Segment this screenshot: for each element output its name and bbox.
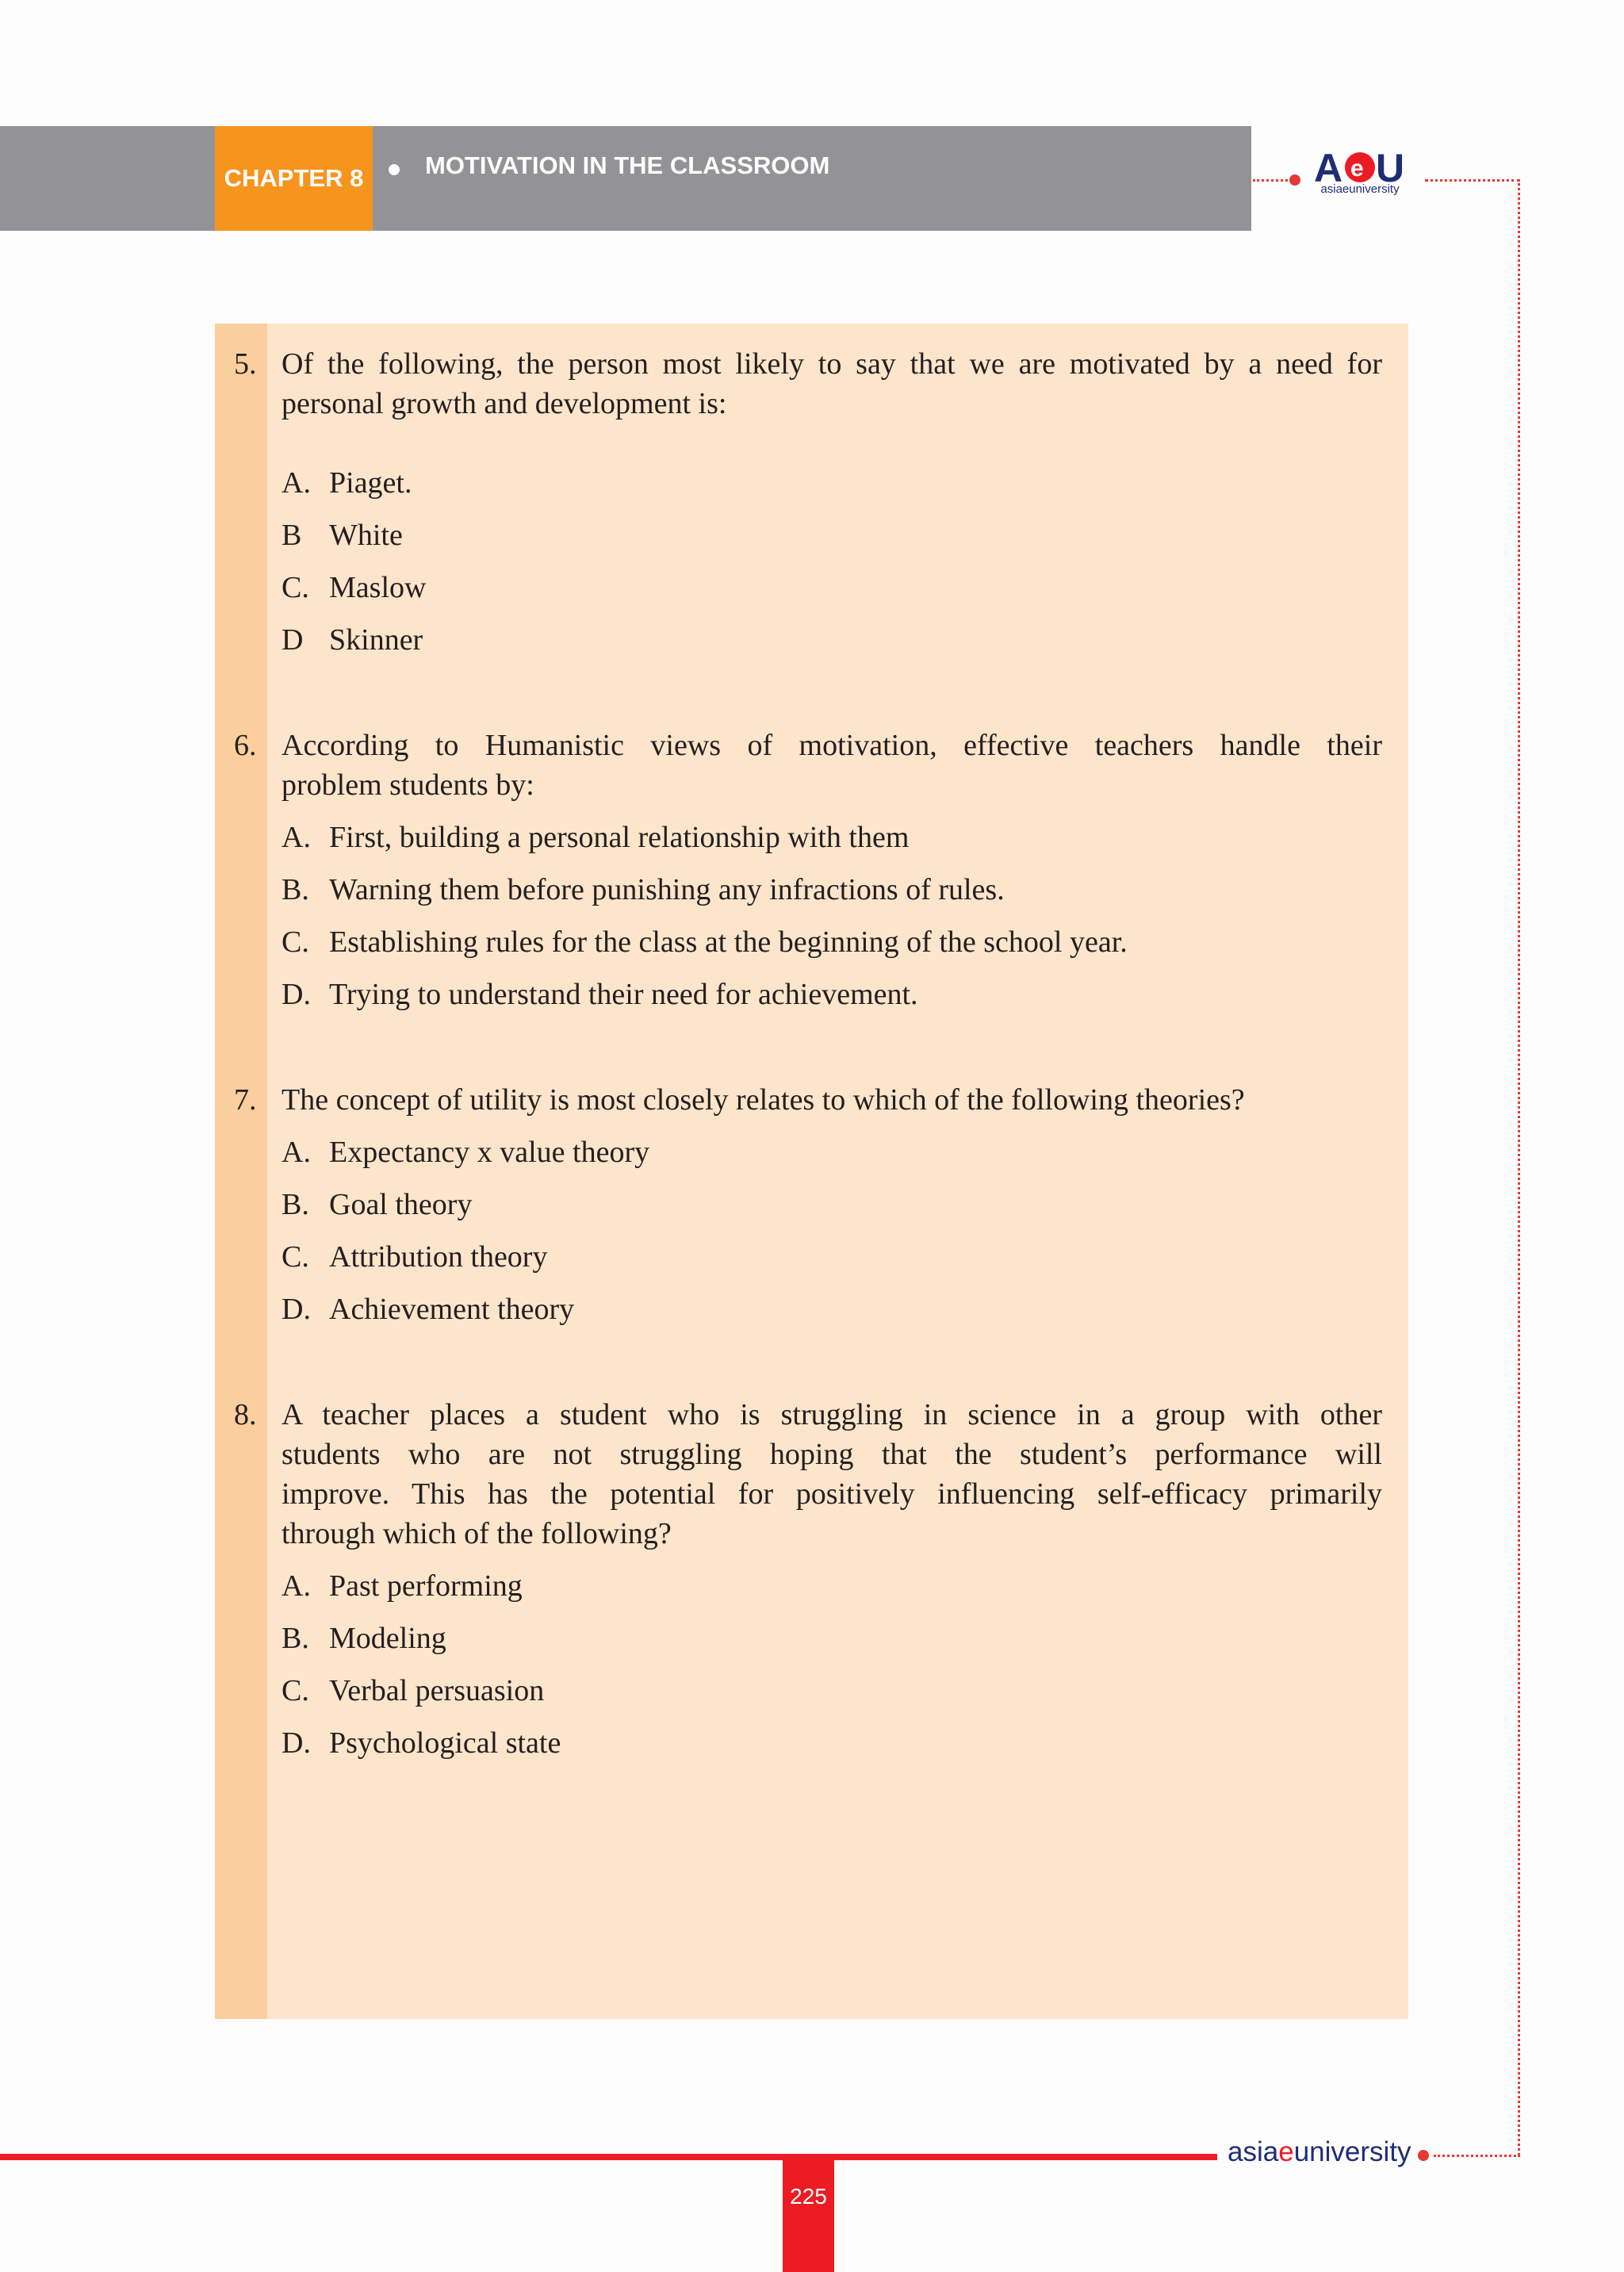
option-letter: C. [282,1674,309,1707]
option-b [282,1185,472,1224]
chapter-label: CHAPTER 8 [215,126,373,231]
option-text: First, building a personal relationship with them [329,821,910,854]
page-number-tab [783,2154,834,2272]
dotted-border-right [1518,179,1520,2155]
dotted-border-top [1425,179,1520,182]
option-c [282,1237,547,1277]
option-d [282,1723,561,1763]
option-c [282,922,1128,962]
question-number: 8. [234,1398,257,1431]
option-c [282,1671,544,1711]
red-dot-icon [1418,2150,1429,2161]
option-letter: B. [282,1188,309,1221]
question-line: According to Humanistic views of motivation, effective teachers handle their [282,729,1382,762]
option-text: Skinner [329,623,423,657]
option-c [282,568,426,607]
svg-text:U: U [1376,148,1405,186]
svg-text:e: e [1350,155,1364,182]
option-letter: A. [282,466,311,500]
option-d [282,620,423,660]
option-text: Establishing rules for the class at the beginning of the school year. [329,925,1128,959]
option-b [282,1619,446,1658]
option-text: Warning them before punishing any infractions of rules. [329,873,1005,906]
option-text: Psychological state [329,1726,561,1760]
option-letter: B. [282,873,309,906]
chapter-title: MOTIVATION IN THE CLASSROOM [425,151,830,179]
footer-brand-e: e [1278,2136,1294,2167]
question-number: 5. [234,347,257,381]
dotted-connector [1253,179,1293,182]
aeu-logo [1311,148,1409,208]
question-line: students who are not struggling hoping that the student’s performance will [282,1438,1382,1471]
dotted-border-bottom [1434,2155,1520,2157]
aeu-logo-mark [1311,148,1409,186]
option-letter: D. [282,978,311,1011]
red-dot-icon [1289,174,1300,186]
option-letter: A. [282,821,311,854]
option-letter: C. [282,1240,309,1274]
question-number: 6. [234,729,257,762]
footer-brand-prefix: asia [1228,2136,1279,2167]
option-text: Expectancy x value theory [329,1136,650,1169]
footer-brand-suffix: university [1293,2136,1411,2167]
option-b [282,515,403,555]
question-line: Of the following, the person most likely to say that we are motivated by a need for [282,347,1382,381]
option-a [282,1566,523,1606]
option-text: White [329,519,403,552]
option-b [282,870,1005,910]
option-text: Achievement theory [329,1293,575,1326]
footer-rule [0,2154,1217,2160]
option-text: Attribution theory [329,1240,548,1274]
option-a [282,818,909,857]
option-text: Trying to understand their need for achievement. [329,978,918,1011]
logo-wordmark: asiaeuniversity [1320,182,1400,196]
option-text: Piaget. [329,466,412,500]
svg-text:A: A [1314,148,1343,186]
option-letter: C. [282,571,309,604]
question-line: through which of the following? [282,1517,672,1550]
option-a [282,1132,649,1172]
option-letter: A. [282,1136,311,1169]
option-letter: C. [282,925,309,959]
option-text: Modeling [329,1622,446,1655]
question-number: 7. [234,1083,257,1117]
question-line: improve. This has the potential for positively influencing self-efficacy primarily [282,1477,1382,1511]
question-line: problem students by: [282,768,534,802]
question-line: A teacher places a student who is struggling in science in a group with other [282,1398,1382,1431]
option-text: Verbal persuasion [329,1674,545,1707]
option-d [282,975,918,1014]
option-text: Maslow [329,571,427,604]
page-number: 225 [790,2184,827,2209]
question-line: The concept of utility is most closely relates to which of the following theories? [282,1083,1245,1117]
option-letter: D [282,623,304,657]
option-letter: B [282,519,302,552]
option-letter: B. [282,1622,309,1655]
option-text: Goal theory [329,1188,473,1221]
footer-brand [1228,2136,1411,2168]
option-letter: D. [282,1293,311,1326]
option-d [282,1289,574,1329]
option-a [282,463,412,503]
question-line: personal growth and development is: [282,387,727,420]
option-letter: D. [282,1726,311,1760]
option-letter: A. [282,1569,311,1603]
quiz-panel-strip [215,324,267,2019]
bullet-dot-icon [389,164,400,175]
option-text: Past performing [329,1569,523,1603]
